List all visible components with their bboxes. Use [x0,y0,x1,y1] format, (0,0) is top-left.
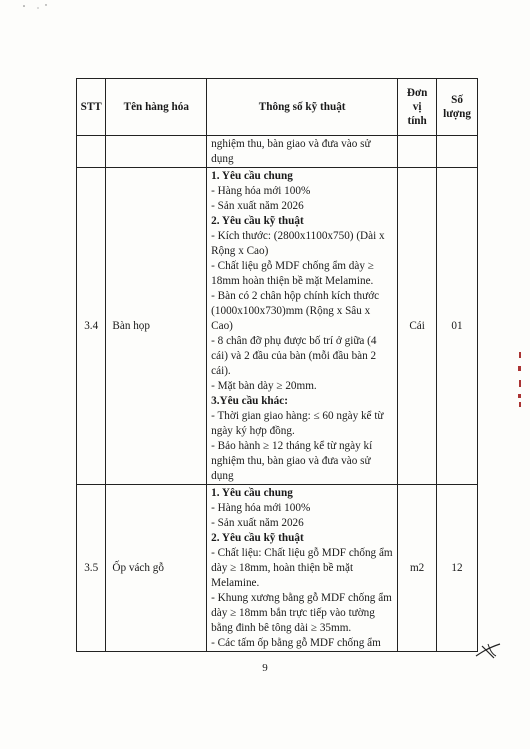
spec-line: bằng đinh bê tông dài ≥ 35mm. [211,622,352,634]
table-row [77,485,478,652]
spec-heading: 2. Yêu cầu kỹ thuật [211,215,304,227]
scan-specks [20,2,50,12]
cell-unit [398,136,437,168]
header-unit [398,79,437,136]
margin-stamp-marks [514,350,526,410]
spec-line: - Mặt bàn dày ≥ 20mm. [211,380,317,392]
spec-line: - Hàng hóa mới 100% [211,502,311,514]
spec-heading: 3.Yêu cầu khác: [211,395,288,407]
cell-spec [207,168,398,485]
spec-line: - Sản xuất năm 2026 [211,517,304,529]
cell-name [106,136,207,168]
spec-line: - Thời gian giao hàng: ≤ 60 ngày kể từ [211,410,384,422]
cell-spec [207,485,398,652]
table-row [77,168,478,485]
spec-line: - Khung xương bằng gỗ MDF chống ẩm [211,592,392,604]
cell-stt: 3.4 [77,168,106,485]
spec-line: cái) và 2 đầu của bàn (mỗi đầu bàn 2 [211,350,377,362]
page-number: 9 [262,662,268,674]
cell-stt: 3.5 [77,485,106,652]
header-spec: Thông số kỹ thuật [207,79,398,136]
spec-line: nghiệm thu, bàn giao và đưa vào sử [211,138,371,150]
header-qty-line: Số [451,94,463,106]
cell-name: Bàn họp [106,168,207,485]
spec-line: dày ≥ 18mm bắn trực tiếp vào tường [211,607,375,619]
spec-line: - Chất liệu gỗ MDF chống ẩm dày ≥ [211,260,374,272]
spec-line: - Sản xuất năm 2026 [211,200,304,212]
header-qty [437,79,478,136]
handwritten-initials [474,638,504,662]
cell-qty [437,136,478,168]
spec-line: dày ≥ 18mm, hoàn thiện bề mặt [211,562,354,574]
table-row [77,136,478,168]
spec-heading: 1. Yêu cầu chung [211,170,293,182]
cell-stt [77,136,106,168]
header-unit-line: Đơn [406,87,428,99]
header-qty-line: lượng [443,108,471,120]
spec-line: - 8 chân đỡ phụ được bố trí ở giữa (4 [211,335,377,347]
header-name: Tên hàng hóa [106,79,207,136]
spec-line: - Bảo hành ≥ 12 tháng kể từ ngày kí [211,440,373,452]
spec-line: - Bàn có 2 chân hộp chính kích thước [211,290,380,302]
spec-heading: 2. Yêu cầu kỹ thuật [211,532,304,544]
cell-unit: m2 [398,485,437,652]
spec-line: - Các tấm ốp bằng gỗ MDF chống ẩm [211,637,381,649]
spec-line: dụng [211,153,234,165]
spec-line: Rộng x Cao) [211,245,269,257]
specification-table [76,78,478,652]
spec-line: dụng [211,470,234,482]
spec-line: cái). [211,365,231,377]
spec-line: - Kích thước: (2800x1100x750) (Dài x [211,230,385,242]
cell-spec [207,136,398,168]
cell-name: Ốp vách gỗ [106,485,207,652]
spec-line: (1000x100x730)mm (Rộng x Sâu x [211,305,371,317]
spec-heading: 1. Yêu cầu chung [211,487,293,499]
spec-line: - Chất liệu: Chất liệu gỗ MDF chống ẩm [211,547,393,559]
spec-line: - Hàng hóa mới 100% [211,185,311,197]
spec-line: 18mm hoàn thiện bề mặt Melamine. [211,275,374,287]
spec-line: nghiệm thu, bàn giao và đưa vào sử [211,455,371,467]
cell-qty: 12 [437,485,478,652]
spec-line: Melamine. [211,577,260,589]
spec-line: Cao) [211,320,233,332]
spec-line: ngày ký hợp đồng. [211,425,295,437]
table-header-row [77,79,478,136]
header-stt: STT [77,79,106,136]
header-unit-line: tính [407,115,427,127]
cell-qty: 01 [437,168,478,485]
header-unit-line: vị [412,101,422,113]
cell-unit: Cái [398,168,437,485]
